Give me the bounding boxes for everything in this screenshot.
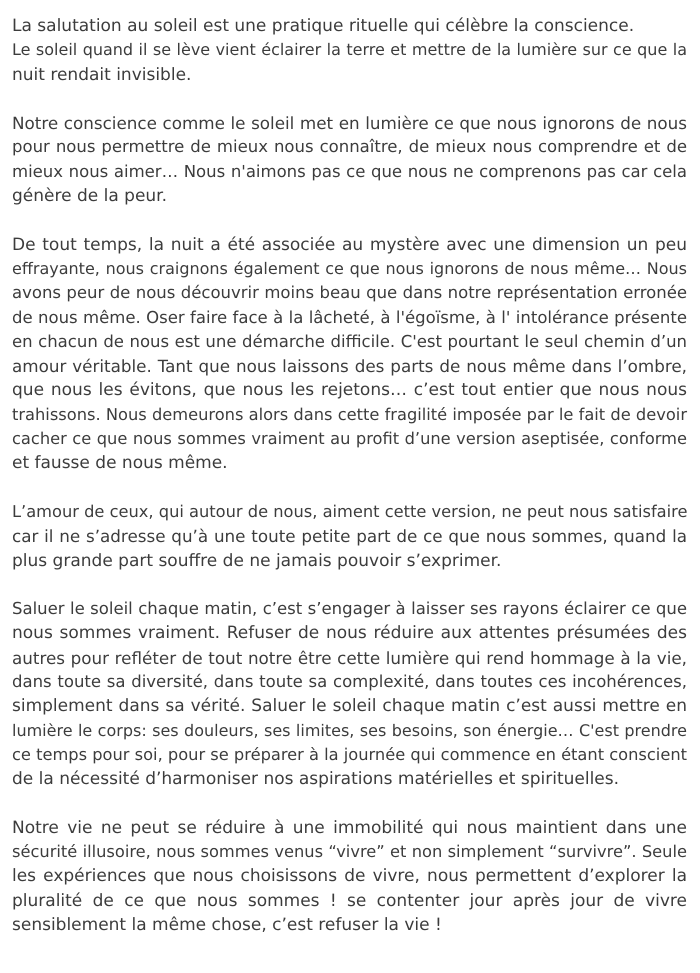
text-line: ce temps pour soi, pour se préparer à la journée qui commence en étant conscient: [12, 744, 687, 764]
text-line: amour véritable. Tant que nous laissons des parts de nous même dans l’ombre,: [12, 356, 687, 377]
text-line: pluralité de ce que nous sommes ! se contenter jour après jour de vivre: [12, 890, 687, 911]
text-line: nuit rendait invisible.: [12, 64, 192, 85]
text-line: sensiblement la même chose, c’est refuser la vie !: [12, 914, 442, 935]
text-line: La salutation au soleil est une pratique rituelle qui célèbre la conscience.: [12, 16, 635, 36]
paragraph-4: [12, 500, 687, 573]
text-line: plus grande part souffre de ne jamais pouvoir s’exprimer.: [12, 550, 502, 571]
paragraph-3: [12, 233, 687, 476]
text-line: sécurité illusoire, nous sommes venus “vivre” et non simplement “survivre”. Seule: [12, 842, 687, 862]
text-line: avons peur de nous découvrir moins beau que dans notre représentation erronée: [12, 283, 687, 303]
paragraph-1: [12, 14, 687, 87]
text-line: Le soleil quand il se lève vient éclairer la terre et mettre de la lumière sur ce que la: [12, 40, 687, 60]
text-line: simplement dans sa vérité. Saluer le soleil chaque matin c’est aussi mettre en: [12, 696, 687, 717]
text-line: de nous même. Oser faire face à la lâcheté, à l'égoïsme, à l' intolérance présente: [12, 307, 687, 327]
text-line: les expériences que nous choisissons de vivre, nous permettent d’explorer la: [12, 866, 687, 887]
text-line: autres pour refléter de tout notre être cette lumière qui rend hommage à la vie,: [12, 647, 687, 668]
text-line: que nous les évitons, que nous les rejetons… c’est tout entier que nous nous: [12, 380, 687, 401]
text-line: Notre conscience comme le soleil met en lumière ce que nous ignorons de nous: [12, 113, 687, 134]
text-line: Saluer le soleil chaque matin, c’est s’engager à laisser ses rayons éclairer ce que: [12, 599, 687, 619]
text-line: trahissons. Nous demeurons alors dans cette fragilité imposée par le fait de devoir: [12, 404, 687, 424]
text-line: lumière le corps: ses douleurs, ses limites, ses besoins, son énergie… C'est prendre: [12, 720, 687, 740]
text-line: L’amour de ceux, qui autour de nous, aiment cette version, ne peut nous satisfaire: [12, 501, 688, 521]
text-line: car il ne s’adresse qu’à une toute petite part de ce que nous sommes, quand la: [12, 526, 687, 547]
text-line: en chacun de nous est une démarche difficile. C'est pourtant le seul chemin d’un: [12, 331, 687, 351]
text-line: nous sommes vraiment. Refuser de nous réduire aux attentes présumées des: [12, 623, 687, 644]
text-line: De tout temps, la nuit a été associée au mystère avec une dimension un peu: [12, 234, 687, 255]
text-line: mieux nous aimer… Nous n'aimons pas ce que nous ne comprenons pas car cela: [12, 161, 687, 181]
text-line: de la nécessité d’harmoniser nos aspirations matérielles et spirituelles.: [12, 769, 620, 790]
text-line: Notre vie ne peut se réduire à une immobilité qui nous maintient dans une: [12, 817, 687, 838]
paragraph-2: [12, 111, 687, 208]
text-line: et fausse de nous même.: [12, 453, 228, 474]
text-line: génère de la peur.: [12, 186, 168, 207]
paragraph-6: [12, 816, 687, 937]
text-line: effrayante, nous craignons également ce que nous ignorons de nous même… Nous: [12, 258, 687, 278]
paragraph-5: [12, 597, 687, 791]
text-line: cacher ce que nous sommes vraiment au profit d’une version aseptisée, conforme: [12, 429, 687, 449]
text-line: pour nous permettre de mieux nous connaître, de mieux nous comprendre et de: [12, 137, 687, 157]
text-line: dans toute sa diversité, dans toute sa complexité, dans toutes ces incohérences,: [12, 672, 687, 692]
